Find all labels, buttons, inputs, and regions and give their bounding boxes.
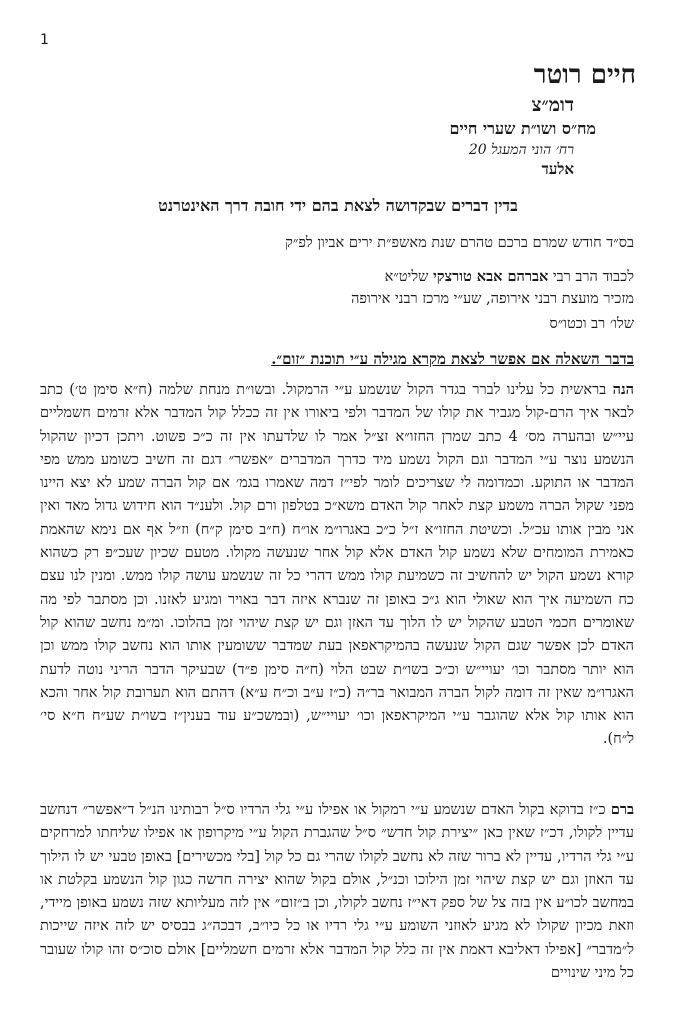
recipient-line-2: מזכיר מועצת רבני אירופה, שע״י מרכז רבני אירופה	[351, 291, 634, 307]
letterhead	[316, 58, 636, 179]
letterhead-name: חיים רוטר	[533, 60, 636, 90]
document-title: בדין דברים שבקדושה לצאת בהם ידי חובה דרך האינטרנט	[158, 196, 518, 215]
paragraph-2-body: כ״ז בדוקא בקול האדם שנשמע ע״י רמקול או אפילו ע״י גלי הרדיו ס״ל רבותינו הנ״ל ד״אפשר״ דנחשב עדיין לקולו, דכ״ז שאין כאן ״יצירת קול חדש״ ס״ל שהגברת הקול ע״י מיקרופון או אפילו שליחתו למרחקים ע״י גלי הרדיו, עדיין לא ברור שזה לא נחשב לקולו שהרי גם כל קול [בלי מכשירים] באופן טבעי יש לו הילוך עד האוזן וגם יש קצת שיהוי זמן הילוכו וכנ״ל, אולם בקול שהוא יצירה חדשה כגון קול הנשמע בקלטת או במחשב לכו״ע אין בזה צל של ספק דאי״ז נחשב לקולו, וכן ב״זום״ אין לזה מעליותא שזה נשמע באופן מיידי, וזאת מכיון שקולו לא מגיע לאוזני השומע ע״י גלי רדיו או כל כיו״ב, דבכה״ג בבסיס יש לזה איזה שייכות ל״מדבר״ [אפילו דאליבא דאמת אין זה כלל קול המדבר אלא זרמים חשמליים] אולם סוכ״ס זהו קולו שעובר כל מיני שינויים	[40, 802, 634, 982]
paragraph-2	[40, 798, 634, 985]
letterhead-city: אלעד	[541, 160, 574, 178]
letterhead-position: מח״ס ושו״ת שערי חיים	[449, 119, 596, 138]
recipient-line-1	[34, 266, 634, 288]
paragraph-2-lead: ברם	[610, 801, 634, 818]
salutation: שלו׳ רב וכטו״ס	[549, 316, 634, 332]
page-number: 1	[40, 32, 49, 48]
paragraph-1-body: בראשית כל עלינו לברר בגדר הקול שנשמע ע״י הרמקול. ובשו״ת מנחת שלמה (ח״א סימן ט׳) כתב לבאר איך הרם-קול מגביר את קולו של המדבר ולפי ביאורו אין זה ככלל קול המדבר אלא זרמים חשמליים עיי״ש ובהערה מס׳ 4 כתב שמרן החזו״א זצ״ל אמר לו שלדעתו אין זה כ״כ פשוט. ויתכן דכיון שהקול הנשמע נוצר ע״י המדבר וגם הקול נשמע מיד כדרך המדברים ״אפשר״ דגם זה חשיב כשומע ממש מפי המדבר או התוקע. וכמדומה לי שצריכים לומר לפי״ז דמה שאמרו בגמ׳ אם קול הברה שמע לא יצא היינו מפני שקול הברה משמע קצת לאחר קול האדם משא״כ בטלפון ורם קול. ולענ״ד הוא חידוש גדול מאד ואין אני מבין אותו עכ״ל. וכשיטת החזו״א ז״ל כ״כ באגרו״מ או״ח (ח״ב סימן ק״ח) וז״ל אף אם נימא שהאמת כאמירת המומחים שלא נשמע קול האדם אלא קול אחר שנעשה מקולו. מטעם שכיון שעכ״פ רק כשהוא קורא נשמע הקול יש להחשיב זה כשמיעת קולו ממש דהרי כל זה שנשמע עושה קולו ממש. ומנין לנו עצם כח השמיעה איך הוא שאולי הוא ג״כ באופן זה שנברא איזה דבר באויר ומגיע לאזנו. וכן מסתבר לפי מה שאומרים חכמי הטבע שהקול יש לו הלוך עד האזן וגם יש קצת שיהוי זמן בהלוכו. ומ״מ נחשב שהוא קול האדם לכן אפשר שגם הקול שנעשה בהמיקראפאן בעת שמדבר ששומעין אותו הוא נחשב קולו ממש וכן הוא יותר מסתבר וכו׳ יעויי״ש וכ״כ בשו״ת שבט הלוי (ח״ה סימן פ״ד) שבעיקר הדבר הריני נוטה לדעת האגרו״מ שאין זה דומה לקול הברה המבואר בר״ה (כ״ז ע״ב וכ״ח ע״א) דהתם הוא תערובת קול אחר והכא הוא אותו קול אלא שהוגבר ע״י המיקראפאן וכו׳ יעויי״ש, (ובמשכ״ע עוד בענין״ז בשו״ת שע״ח ח״א סי׳ ל״ח).	[40, 382, 634, 748]
letterhead-role: דומ״צ	[531, 94, 574, 116]
paragraph-1-lead: הנה	[612, 381, 635, 398]
paragraph-1	[40, 378, 634, 752]
question-title: בדבר השאלה אם אפשר לצאת מקרא מגילה ע״י תוכנת ״זום״.	[271, 350, 634, 368]
letterhead-address: רח׳ הוני המעגל 20	[468, 142, 574, 158]
recipient-prefix: לכבוד הרב רבי	[548, 269, 634, 285]
recipient-name: אברהם אבא טורצקי	[433, 268, 549, 285]
date-line: בס״ד חודש שמרם ברכם טהרם שנת מאשפ״ת ירים אביון לפ״ק	[285, 235, 634, 251]
recipient-suffix: שליט״א	[384, 269, 433, 285]
